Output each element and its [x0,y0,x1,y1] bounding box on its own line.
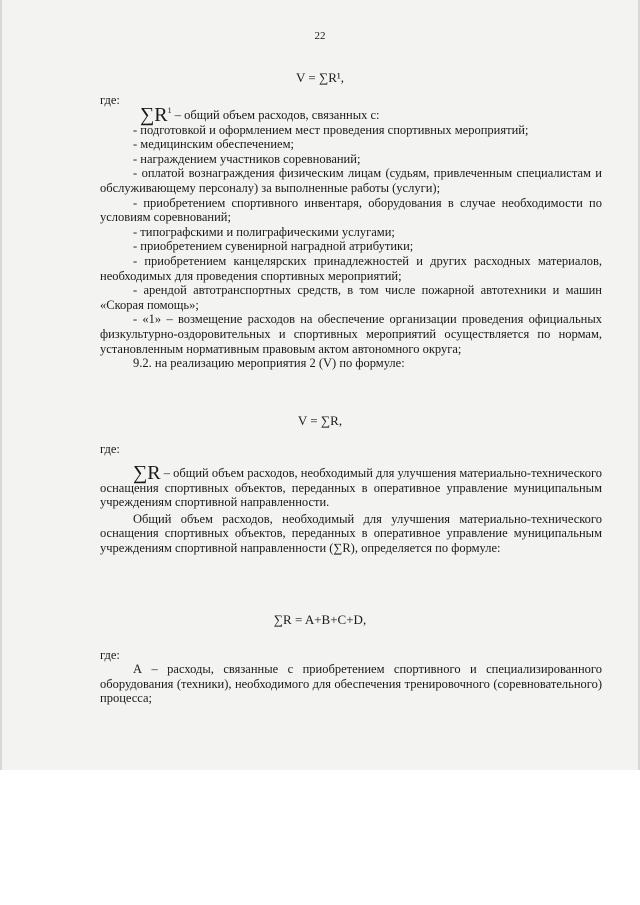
definition-a: А – расходы, связанные с приобретением спортивного и специализированного оборудования (техники), необходимого для обеспечения тренировочного (соревновательного) процесса; [100,662,602,706]
list-item: - приобретением сувенирной наградной атрибутики; [133,239,414,254]
item-9-2: 9.2. на реализацию мероприятия 2 (V) по формуле: [133,356,405,371]
sum-r-symbol: ∑R [140,104,168,126]
page-number: 22 [314,30,326,42]
list-item: - арендой автотранспортных средств, в том числе пожарной автотехники и машин «Скорая помощь»; [100,283,602,312]
sum-r-definition [100,462,603,510]
list-item: - медицинским обеспечением; [133,137,294,152]
sum-r-symbol: ∑R [133,462,161,484]
where-label-2: где: [100,442,120,456]
list-item: - приобретением канцелярских принадлежностей и других расходных материалов, необходимых для проведения спортивных мероприятий; [100,253,602,283]
definition-block-1 [100,104,602,371]
list-item: - приобретением спортивного инвентаря, оборудования в случае необходимости по условиям соревнований; [100,195,602,225]
formula-sum-r-abcd: ∑R = A+B+C+D, [273,612,367,627]
list-item: - награждением участников соревнований; [133,151,361,166]
list-item: - типографскими и полиграфическими услугами; [133,224,395,239]
definition-block-3 [100,662,602,706]
blank-area [0,770,640,905]
sum-r-definition-text: – общий объем расходов, необходимый для улучшения материально-технического оснащения спортивных объектов, переданных в оперативное управление муниципальным учреждениям спортивной направленности. [100,466,603,510]
list-item: - «1» – возмещение расходов на обеспечение организации проведения официальных физкультурно-оздоровительных и спортивных мероприятий осуществляется по нормам, установленным нормативным правовым актом автономного округа; [100,312,602,356]
formula-v-sum-r: V = ∑R, [297,413,343,428]
list-item: - подготовкой и оформлением мест проведения спортивных мероприятий; [133,122,529,137]
definition-block-2 [100,462,603,556]
where-label-1: где: [100,93,120,107]
superscript-1: 1 [167,106,172,115]
list-item: - оплатой вознаграждения физическим лицам (судьям, привлеченным специалистам и обслуживающему персоналу) за выполненные работы (услуги); [100,166,602,195]
where-label-3: где: [100,648,120,662]
sum-r1-definition-text: – общий объем расходов, связанных с: [171,108,380,122]
total-expense-paragraph: Общий объем расходов, необходимый для улучшения материально-технического оснащения спортивных объектов, переданных в оперативное управление муниципальным учреждениям спортивной направленности (∑R), определяется по формуле: [100,511,602,555]
formula-v-sum-r1: V = ∑R¹, [295,70,345,85]
sum-r1-definition [140,104,602,126]
